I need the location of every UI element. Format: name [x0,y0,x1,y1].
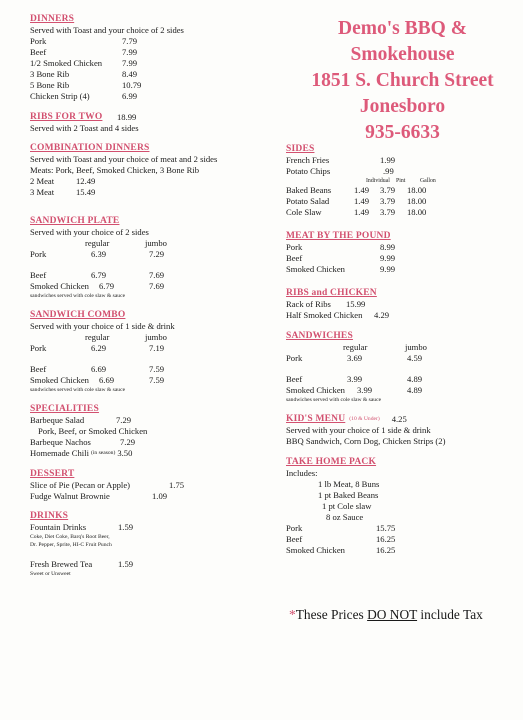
section-heading: DRINKS [30,511,69,521]
menu-item: Smoked Chicken 3.99 4.89 [286,385,423,395]
restaurant-name-line2: Smokehouse [350,44,455,65]
drinks-section [30,511,278,578]
menu-item: Barbeque Nachos 7.29 [30,437,136,447]
menu-item: Potato Chips .99 [286,166,394,176]
section-heading: RIBS and CHICKEN [286,288,377,298]
menu-item: Beef 16.25 [286,534,396,544]
menu-item: Beef 6.79 7.69 [30,270,165,280]
menu-item: Smoked Chicken 16.25 [286,545,396,555]
section-heading: MEAT BY THE POUND [286,231,391,241]
menu-item: Half Smoked Chicken 4.29 [286,310,390,320]
menu-item: Chicken Strip (4) 6.99 [30,91,138,101]
menu-item: Potato Salad 1.49 3.79 18.00 [286,196,427,206]
menu-item: Barbeque Salad 7.29 [30,415,132,425]
restaurant-header [300,16,505,146]
menu-item: Pork 8.99 [286,242,396,252]
menu-item: 3 Meat 15.49 [30,187,96,197]
menu-item: Cole Slaw 1.49 3.79 18.00 [286,207,427,217]
item-description: Sweet or Unsweet [30,571,71,577]
section-note: sandwiches served with cole slaw & sauce [30,387,126,393]
section-heading: COMBINATION DINNERS [30,143,150,153]
menu-item: Rack of Ribs 15.99 [286,299,366,309]
sandwiches-section [286,331,518,404]
meat-options: Meats: Pork, Beef, Smoked Chicken, 3 Bone Rib [30,165,199,175]
item-description: Pork, Beef, or Smoked Chicken [38,426,148,436]
specialities-section [30,404,278,459]
item-description: Coke, Diet Coke, Barq's Root Beer, [30,534,110,540]
section-description: Served with your choice of 1 side & drink [30,321,175,331]
section-heading: SANDWICH PLATE [30,216,120,226]
meat-by-pound-section [286,231,518,275]
menu-item: Pork 3.69 4.59 [286,353,423,363]
column-headers: regular jumbo [343,342,427,352]
section-heading: SANDWICH COMBO [30,310,126,320]
sandwich-combo-section [30,310,278,394]
section-heading: SPECIALITIES [30,404,99,414]
section-heading: SANDWICHES [286,331,353,341]
restaurant-name-line1: Demo's BBQ & [338,18,467,39]
include-item: 1 pt Baked Beans [318,490,379,500]
section-heading: DESSERT [30,469,75,479]
left-column [30,14,278,578]
menu-item: French Fries 1.99 [286,155,396,165]
dessert-section [30,469,278,502]
tax-note: *These Prices DO NOT include Tax [289,607,483,622]
restaurant-city: Jonesboro [359,96,446,117]
menu-item: 3 Bone Rib 8.49 [30,69,138,79]
restaurant-address: 1851 S. Church Street [311,70,494,91]
menu-item: Fudge Walnut Brownie 1.09 [30,491,168,501]
ribs-for-two-section [30,112,278,134]
section-heading: DINNERS [30,14,75,24]
item-price: 18.99 [117,112,137,122]
menu-item: 5 Bone Rib 10.79 [30,80,142,90]
item-description: Dr. Pepper, Sprite, HI-C Fruit Punch [30,542,112,548]
section-heading: SIDES [286,144,315,154]
menu-item: Fresh Brewed Tea 1.59 [30,559,134,569]
section-heading: KID'S MENU [286,414,346,424]
menu-item: Beef 7.99 [30,47,138,57]
item-price: 4.25 [391,414,407,424]
menu-item: Beef 9.99 [286,253,396,263]
menu-item: Pork 6.29 7.19 [30,343,165,353]
menu-item: Homemade Chili (in season) 3.50 [30,448,133,458]
item-description: BBQ Sandwich, Corn Dog, Chicken Strips (2) [286,436,446,446]
sides-section [286,144,518,218]
column-headers: Individual Pint Gallon [366,178,436,184]
menu-item: Fountain Drinks 1.59 [30,522,134,532]
menu-item: Baked Beans 1.49 3.79 18.00 [286,185,427,195]
menu-item: Slice of Pie (Pecan or Apple) 1.75 [30,480,185,490]
menu-item: 2 Meat 12.49 [30,176,96,186]
menu-item: Pork 6.39 7.29 [30,249,165,259]
include-item: 8 oz Sauce [326,512,364,522]
section-heading: TAKE HOME PACK [286,457,377,467]
column-headers: regular jumbo [85,238,167,248]
ribs-and-chicken-section [286,288,518,321]
dinners-section [30,14,278,102]
restaurant-phone: 935-6633 [365,122,440,143]
include-item: 1 lb Meat, 8 Buns [318,479,380,489]
menu-item: Pork 7.79 [30,36,138,46]
section-description: Served with Toast and your choice of meat and 2 sides [30,154,218,164]
menu-item: Smoked Chicken 6.69 7.59 [30,375,165,385]
take-home-pack-section [286,457,518,556]
column-headers: regular jumbo [85,332,167,342]
section-description: Served with Toast and your choice of 2 sides [30,25,184,35]
includes-label: Includes: [286,468,318,478]
section-heading: RIBS FOR TWO [30,112,103,122]
section-description: Served with your choice of 2 sides [30,227,149,237]
section-description: Served with 2 Toast and 4 sides [30,123,139,133]
kids-menu-section [286,414,518,447]
combination-dinners-section [30,143,278,198]
section-description: Served with your choice of 1 side & drink [286,425,431,435]
include-item: 1 pt Cole slaw [322,501,372,511]
right-column [286,144,518,556]
menu-item: Smoked Chicken 9.99 [286,264,396,274]
menu-item: Pork 15.75 [286,523,396,533]
sandwich-plate-section [30,216,278,300]
menu-item: Smoked Chicken 6.79 7.69 [30,281,165,291]
menu-item: Beef 3.99 4.89 [286,374,423,384]
section-note: sandwiches served with cole slaw & sauce [30,293,126,299]
section-note: sandwiches served with cole slaw & sauce [286,397,382,403]
menu-item: Beef 6.69 7.59 [30,364,165,374]
menu-item: 1/2 Smoked Chicken 7.99 [30,58,138,68]
age-note: (10 & Under) [349,416,380,422]
